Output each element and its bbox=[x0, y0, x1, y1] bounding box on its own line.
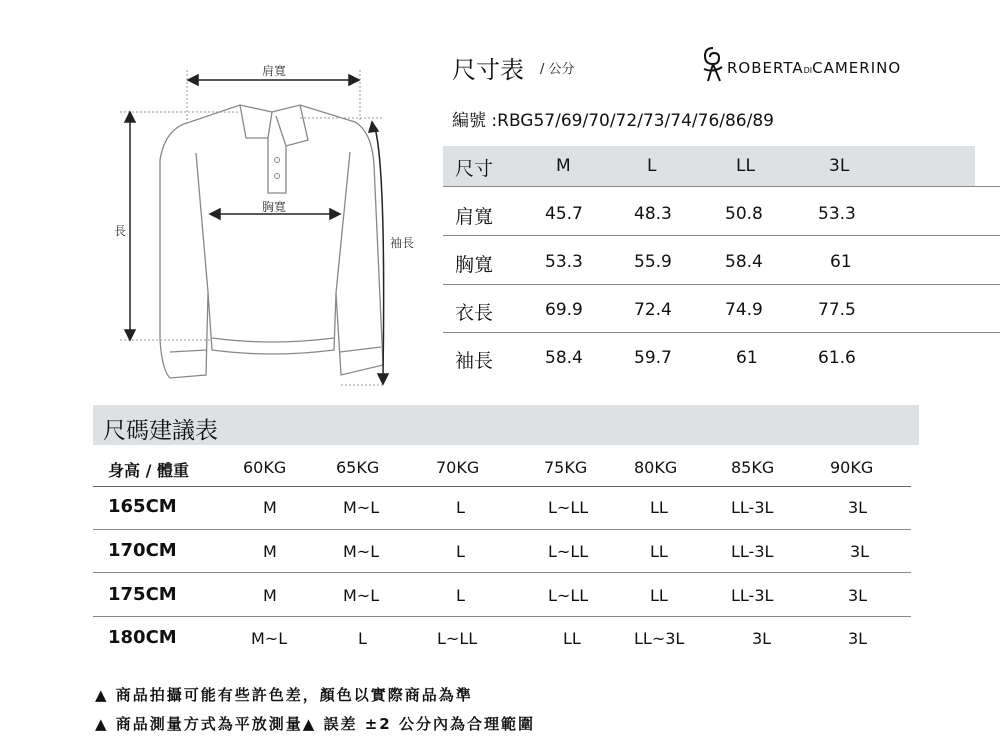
unit-label: / 公分 bbox=[540, 62, 575, 77]
height-label: 170CM bbox=[108, 540, 177, 561]
recommend-cell: 3L bbox=[752, 629, 772, 648]
recommend-cell: LL-3L bbox=[731, 586, 774, 605]
table-cell: 48.3 bbox=[634, 204, 672, 224]
recommend-cell: M~L bbox=[343, 498, 380, 517]
size-col: 3L bbox=[829, 156, 850, 176]
recommend-cell: L bbox=[456, 542, 465, 561]
brand-main: ROBERTA bbox=[727, 59, 804, 77]
table-cell: 58.4 bbox=[725, 252, 763, 272]
product-code: 編號 :RBG57/69/70/72/73/74/76/86/89 bbox=[452, 111, 774, 131]
recommend-cell: M bbox=[263, 586, 277, 605]
height-label: 165CM bbox=[108, 496, 177, 517]
recommend-cell: 3L bbox=[850, 542, 870, 561]
shirt-diagram bbox=[100, 55, 440, 395]
recommend-cell: LL-3L bbox=[731, 498, 774, 517]
height-label: 175CM bbox=[108, 584, 177, 605]
row-label-length: 衣長 bbox=[455, 302, 494, 324]
table-cell: 58.4 bbox=[545, 348, 583, 368]
recommend-cell: L~LL bbox=[548, 586, 589, 605]
recommend-cell: L bbox=[456, 586, 465, 605]
brand-name bbox=[727, 59, 901, 77]
recommend-cell: L bbox=[456, 498, 465, 517]
table-cell: 72.4 bbox=[634, 300, 672, 320]
table-cell: 74.9 bbox=[725, 300, 763, 320]
table-cell: 59.7 bbox=[634, 348, 672, 368]
row-label-shoulder: 肩寬 bbox=[455, 206, 494, 228]
divider bbox=[93, 486, 911, 487]
brand-tail: CAMERINO bbox=[812, 59, 902, 77]
weight-col: 65KG bbox=[336, 458, 380, 477]
table-cell: 61 bbox=[830, 252, 852, 272]
size-col: M bbox=[556, 156, 571, 176]
table-cell: 53.3 bbox=[545, 252, 583, 272]
recommend-cell: LL-3L bbox=[731, 542, 774, 561]
recommend-cell: M~L bbox=[343, 542, 380, 561]
recommend-cell: L~LL bbox=[548, 498, 589, 517]
recommend-cell: 3L bbox=[848, 498, 868, 517]
weight-col: 85KG bbox=[731, 458, 775, 477]
divider bbox=[443, 284, 1000, 285]
table-cell: 61.6 bbox=[818, 348, 856, 368]
recommend-corner-label: 身高 / 體重 bbox=[108, 461, 189, 480]
divider bbox=[443, 186, 1000, 187]
recommend-cell: LL bbox=[650, 586, 668, 605]
divider bbox=[93, 529, 911, 530]
recommend-cell: M~L bbox=[343, 586, 380, 605]
recommend-cell: LL bbox=[650, 542, 668, 561]
brand-logo-icon bbox=[700, 45, 726, 85]
chest-label: 胸寬 bbox=[262, 200, 287, 214]
row-label-chest: 胸寬 bbox=[455, 254, 494, 276]
height-label: 180CM bbox=[108, 627, 177, 648]
size-col: LL bbox=[736, 156, 755, 176]
length-label: 長 bbox=[114, 224, 127, 238]
sleeve-label: 袖長 bbox=[390, 236, 415, 250]
recommend-cell: LL~3L bbox=[634, 629, 685, 648]
weight-col: 70KG bbox=[436, 458, 480, 477]
divider bbox=[443, 235, 1000, 236]
table-cell: 55.9 bbox=[634, 252, 672, 272]
table-cell: 50.8 bbox=[725, 204, 763, 224]
recommend-cell: 3L bbox=[848, 586, 868, 605]
weight-col: 80KG bbox=[634, 458, 678, 477]
note-measure: ▲ 商品測量方式為平放測量▲ 誤差 ±2 公分內為合理範圍 bbox=[95, 715, 535, 733]
size-header-label: 尺寸 bbox=[455, 158, 494, 180]
recommend-title: 尺碼建議表 bbox=[103, 418, 218, 444]
recommend-cell: LL bbox=[650, 498, 668, 517]
table-cell: 69.9 bbox=[545, 300, 583, 320]
recommend-cell: M~L bbox=[251, 629, 288, 648]
page-title: 尺寸表 bbox=[452, 56, 524, 84]
size-table-header-bar bbox=[443, 146, 975, 186]
shoulder-label: 肩寬 bbox=[262, 64, 287, 78]
row-label-sleeve: 袖長 bbox=[455, 350, 494, 372]
recommend-cell: L bbox=[358, 629, 367, 648]
table-cell: 61 bbox=[736, 348, 758, 368]
note-color: ▲ 商品拍攝可能有些許色差，顏色以實際商品為準 bbox=[95, 686, 473, 704]
table-cell: 77.5 bbox=[818, 300, 856, 320]
size-col: L bbox=[647, 156, 657, 176]
recommend-cell: L~LL bbox=[548, 542, 589, 561]
weight-col: 60KG bbox=[243, 458, 287, 477]
table-cell: 45.7 bbox=[545, 204, 583, 224]
divider bbox=[443, 332, 1000, 333]
recommend-cell: L~LL bbox=[437, 629, 478, 648]
table-cell: 53.3 bbox=[818, 204, 856, 224]
divider bbox=[93, 616, 911, 617]
weight-col: 90KG bbox=[830, 458, 874, 477]
recommend-cell: 3L bbox=[848, 629, 868, 648]
brand-di: DI bbox=[803, 66, 813, 75]
recommend-cell: LL bbox=[563, 629, 581, 648]
weight-col: 75KG bbox=[544, 458, 588, 477]
divider bbox=[93, 572, 911, 573]
recommend-cell: M bbox=[263, 498, 277, 517]
recommend-cell: M bbox=[263, 542, 277, 561]
